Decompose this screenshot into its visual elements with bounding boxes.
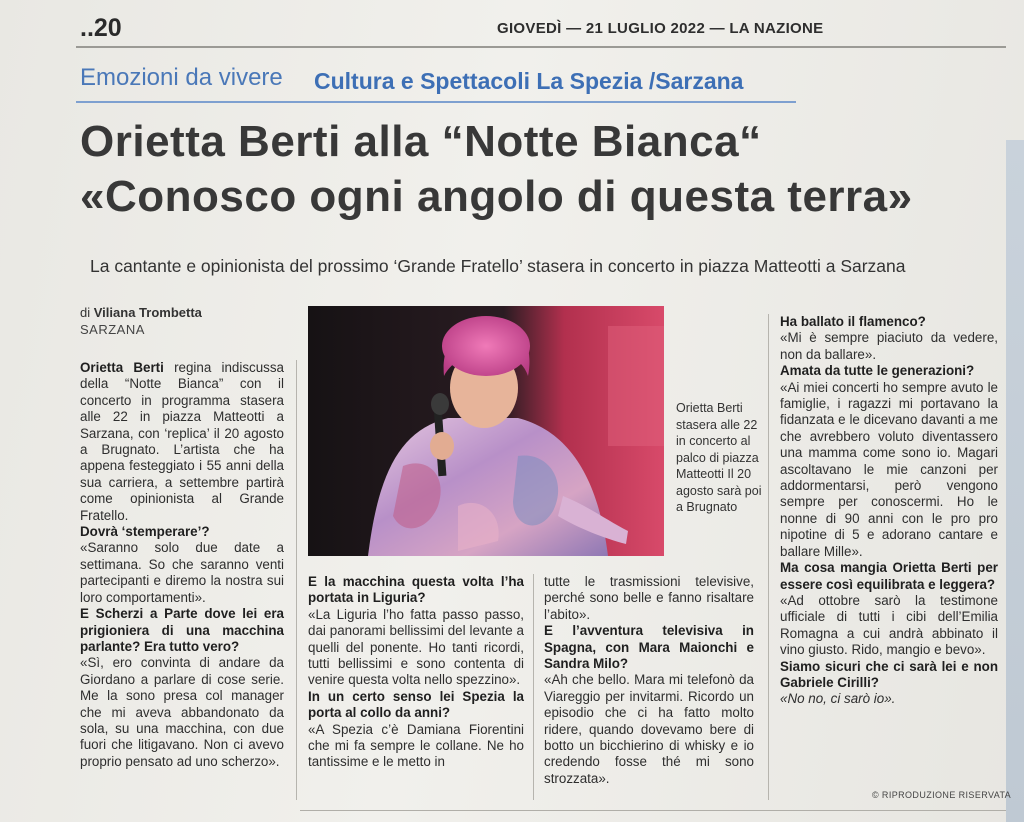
article-column-3	[544, 574, 754, 787]
adjacent-page-strip	[1006, 140, 1024, 822]
byline-prefix: di	[80, 305, 91, 320]
section-kicker: Emozioni da vivere	[80, 64, 283, 91]
concert-photo	[308, 306, 664, 556]
question: Ha ballato il flamenco?	[780, 314, 926, 329]
column-divider	[768, 314, 769, 800]
header-rule	[76, 46, 1006, 48]
question: E l’avventura televisiva in Spagna, con Mara Maionchi e Sandra Milo?	[544, 623, 754, 672]
column-divider	[296, 360, 297, 800]
headline-line-2: «Conosco ogni angolo di questa terra»	[80, 172, 913, 221]
article-column-4	[780, 314, 998, 708]
photo-caption: Orietta Berti stasera alle 22 in concerto al palco di piazza Matteotti Il 20 agosto sarà poi a Brugnato	[676, 401, 762, 514]
answer: «Ad ottobre sarò la testimone ufficiale di tutti i cibi dell’Emilia Romagna a cui andrà abbinato il vino giusto. Rido, mangio e bevo».	[780, 592, 998, 658]
folio-dateline: GIOVEDÌ — 21 LUGLIO 2022 — LA NAZIONE	[497, 20, 824, 37]
section-title: Cultura e Spettacoli La Spezia /Sarzana	[314, 68, 744, 94]
answer: «A Spezia c’è Damiana Fiorentini che mi fa sempre le collane. Ne ho tantissime e le metto in	[308, 721, 524, 770]
answer: «Sì, ero convinta di andare da Giordano a parlare di cose serie. Me la sono presa col manager che mi aveva abbandonato da sola, su una macchina, con due fuori che litigavano. Non ci avevo proprio pensato ad uno scherzo».	[80, 655, 284, 769]
page-number: ..20	[80, 14, 122, 42]
byline	[80, 305, 202, 320]
question: In un certo senso lei Spezia la porta al collo da anni?	[308, 688, 524, 721]
column-divider	[533, 574, 534, 800]
dateline-location: SARZANA	[80, 322, 145, 337]
author-name: Viliana Trombetta	[93, 305, 202, 320]
question: Dovrà ‘stemperare’?	[80, 524, 210, 540]
copyright-notice: © RIPRODUZIONE RISERVATA	[872, 790, 1012, 800]
question: E Scherzi a Parte dove lei era prigioniera di una macchina parlante? Era tutto vero?	[80, 606, 284, 654]
answer: «No no, ci sarò io».	[780, 691, 896, 707]
question: Ma cosa mangia Orietta Berti per essere così equilibrata e leggera?	[780, 560, 998, 592]
lead-name: Orietta Berti	[80, 360, 164, 375]
question: Siamo sicuri che ci sarà lei e non Gabriele Cirilli?	[780, 658, 998, 690]
headline-line-1: Orietta Berti alla “Notte Bianca“	[80, 117, 762, 166]
intro-paragraph: regina indiscussa della “Notte Bianca” con il concerto in programma stasera alle 22 in piazza Matteotti a Sarzana, con ‘replica’ il 20 agosto a Brugnato. L’artista che ha appena festeggiato i 55 anni della sua carriera, a settembre partirà come opinionista al Grande Fratello.	[80, 360, 285, 523]
question: E la macchina questa volta l’ha portata in Liguria?	[308, 574, 524, 606]
answer: «Ah che bello. Mara mi telefonò da Viareggio per invitarmi. Ricordo un episodio che ci ha fatto molto ridere, quando dovevamo bere di botto un bicchierino di whisky e io credendo fosse thé mi sono strozzata».	[544, 672, 754, 786]
article-column-2	[308, 574, 524, 771]
bottom-rule	[300, 810, 1006, 811]
answer: «Ai miei concerti ho sempre avuto le famiglie, i ragazzi mi portavano la fidanzata e le dicevano davanti a me che avrebbero voluto diventassero una mamma come sono io. Magari ascoltavano le mie canzoni per addormentarsi, però vengono sempre per conoscermi. Ho le nonne di 90 anni con le pro pro nipotine di 5 e adorano cantare e ballare Mille».	[780, 379, 998, 559]
question: Amata da tutte le generazioni?	[780, 363, 975, 379]
article-column-1	[80, 360, 284, 770]
answer: tutte le trasmissioni televisive, perché sono belle e fanno risaltare l’abito».	[544, 574, 754, 622]
section-rule	[76, 101, 796, 103]
headline	[80, 114, 1000, 224]
subheadline: La cantante e opinionista del prossimo ‘Grande Fratello’ stasera in concerto in piazza Matteotti a Sarzana	[90, 256, 906, 276]
answer: «Saranno solo due date a settimana. So che saranno venti partecipanti e diremo la nostra sui loro comportamenti».	[80, 540, 284, 605]
answer: «La Liguria l’ho fatta passo passo, dai panorami bellissimi del levante a quelli del ponente. Ho tanti ricordi, tutti bellissimi e sono contenta di venire questa volta nello spezzino».	[308, 606, 524, 688]
answer: «Mi è sempre piaciuto da vedere, non da ballare».	[780, 330, 998, 362]
singer-illustration	[308, 306, 664, 556]
